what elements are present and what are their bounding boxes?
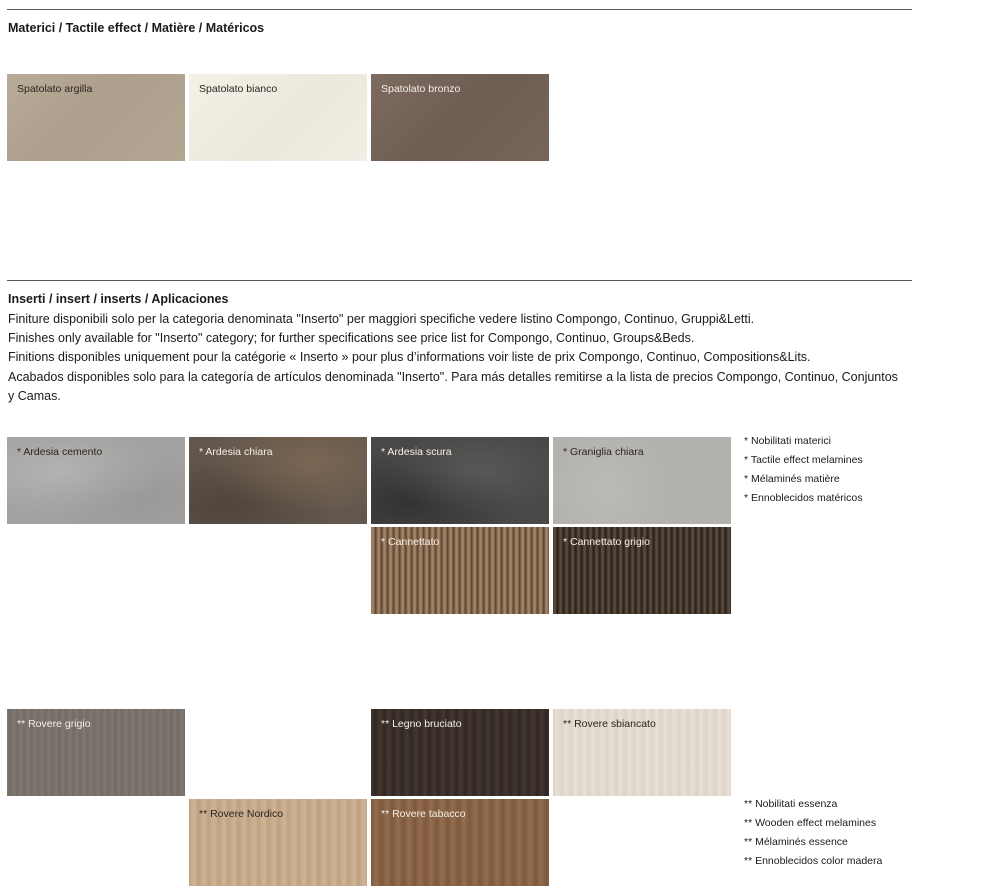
swatch-ardesia-scura — [371, 437, 549, 524]
swatch-rovere-nordico — [189, 799, 367, 886]
description-spanish: Acabados disponibles solo para la categoría de artículos denominada "Inserto". Para más detalles remitirse a la lista de precios Compongo, Continuo, Conjuntos y Camas. — [8, 369, 898, 403]
swatch-label: * Graniglia chiara — [563, 446, 644, 458]
inserti-description — [8, 310, 928, 406]
description-italian: Finiture disponibili solo per la categoria denominata "Inserto" per maggiori specifiche vedere listino Compongo, Continuo, Gruppi&Letti. — [8, 312, 755, 326]
swatch-label: * Ardesia cemento — [17, 446, 103, 458]
note-line: * Mélaminés matière — [744, 473, 840, 485]
swatch-rovere-sbiancato — [553, 709, 731, 796]
swatch-label: ** Rovere grigio — [17, 718, 91, 730]
swatch-label: Spatolato argilla — [17, 83, 93, 95]
inserti-heading: Inserti / insert / inserts / Aplicaciones — [8, 292, 229, 306]
swatch-label: Spatolato bianco — [199, 83, 278, 95]
note-line: ** Wooden effect melamines — [744, 817, 877, 829]
swatch-cannettato-grigio — [553, 527, 731, 614]
swatch-rovere-tabacco — [371, 799, 549, 886]
swatch-spatolato-bianco — [189, 74, 367, 161]
swatch-spatolato-bronzo — [371, 74, 549, 161]
note-line: ** Nobilitati essenza — [744, 798, 838, 810]
swatch-ardesia-chiara — [189, 437, 367, 524]
description-english: Finishes only available for "Inserto" category; for further specifications see price list for Compongo, Continuo, Groups&Beds. — [8, 331, 695, 346]
wood-notes — [744, 795, 882, 871]
swatch-label: * Cannettato grigio — [563, 536, 650, 548]
top-divider — [7, 9, 912, 10]
swatch-cannettato — [371, 527, 549, 614]
swatch-label: ** Rovere Nordico — [199, 808, 284, 820]
description-french: Finitions disponibles uniquement pour la catégorie « Inserto » pour plus d’informations voir liste de prix Compongo, Continuo, Compositions&Lits. — [8, 350, 811, 365]
note-line: * Nobilitati materici — [744, 435, 831, 447]
swatch-label: * Ardesia scura — [381, 446, 452, 458]
materici-heading: Materici / Tactile effect / Matière / Matéricos — [8, 21, 265, 35]
swatch-label: ** Rovere tabacco — [381, 808, 466, 820]
swatch-graniglia-chiara — [553, 437, 731, 524]
swatch-label: ** Rovere sbiancato — [563, 718, 656, 730]
swatch-ardesia-cemento — [7, 437, 185, 524]
swatch-rovere-grigio — [7, 709, 185, 796]
swatch-label: * Cannettato — [381, 536, 440, 548]
swatch-label: * Ardesia chiara — [199, 446, 273, 458]
note-line: ** Ennoblecidos color madera — [744, 855, 883, 867]
swatch-legno-bruciato — [371, 709, 549, 796]
matter-notes — [744, 432, 863, 508]
note-line: * Ennoblecidos matéricos — [744, 492, 863, 504]
note-line: * Tactile effect melamines — [744, 454, 863, 466]
swatch-spatolato-argilla — [7, 74, 185, 161]
note-line: ** Mélaminés essence — [744, 836, 848, 848]
swatch-label: ** Legno bruciato — [381, 718, 462, 730]
section-divider — [7, 280, 912, 281]
swatch-label: Spatolato bronzo — [381, 83, 461, 95]
